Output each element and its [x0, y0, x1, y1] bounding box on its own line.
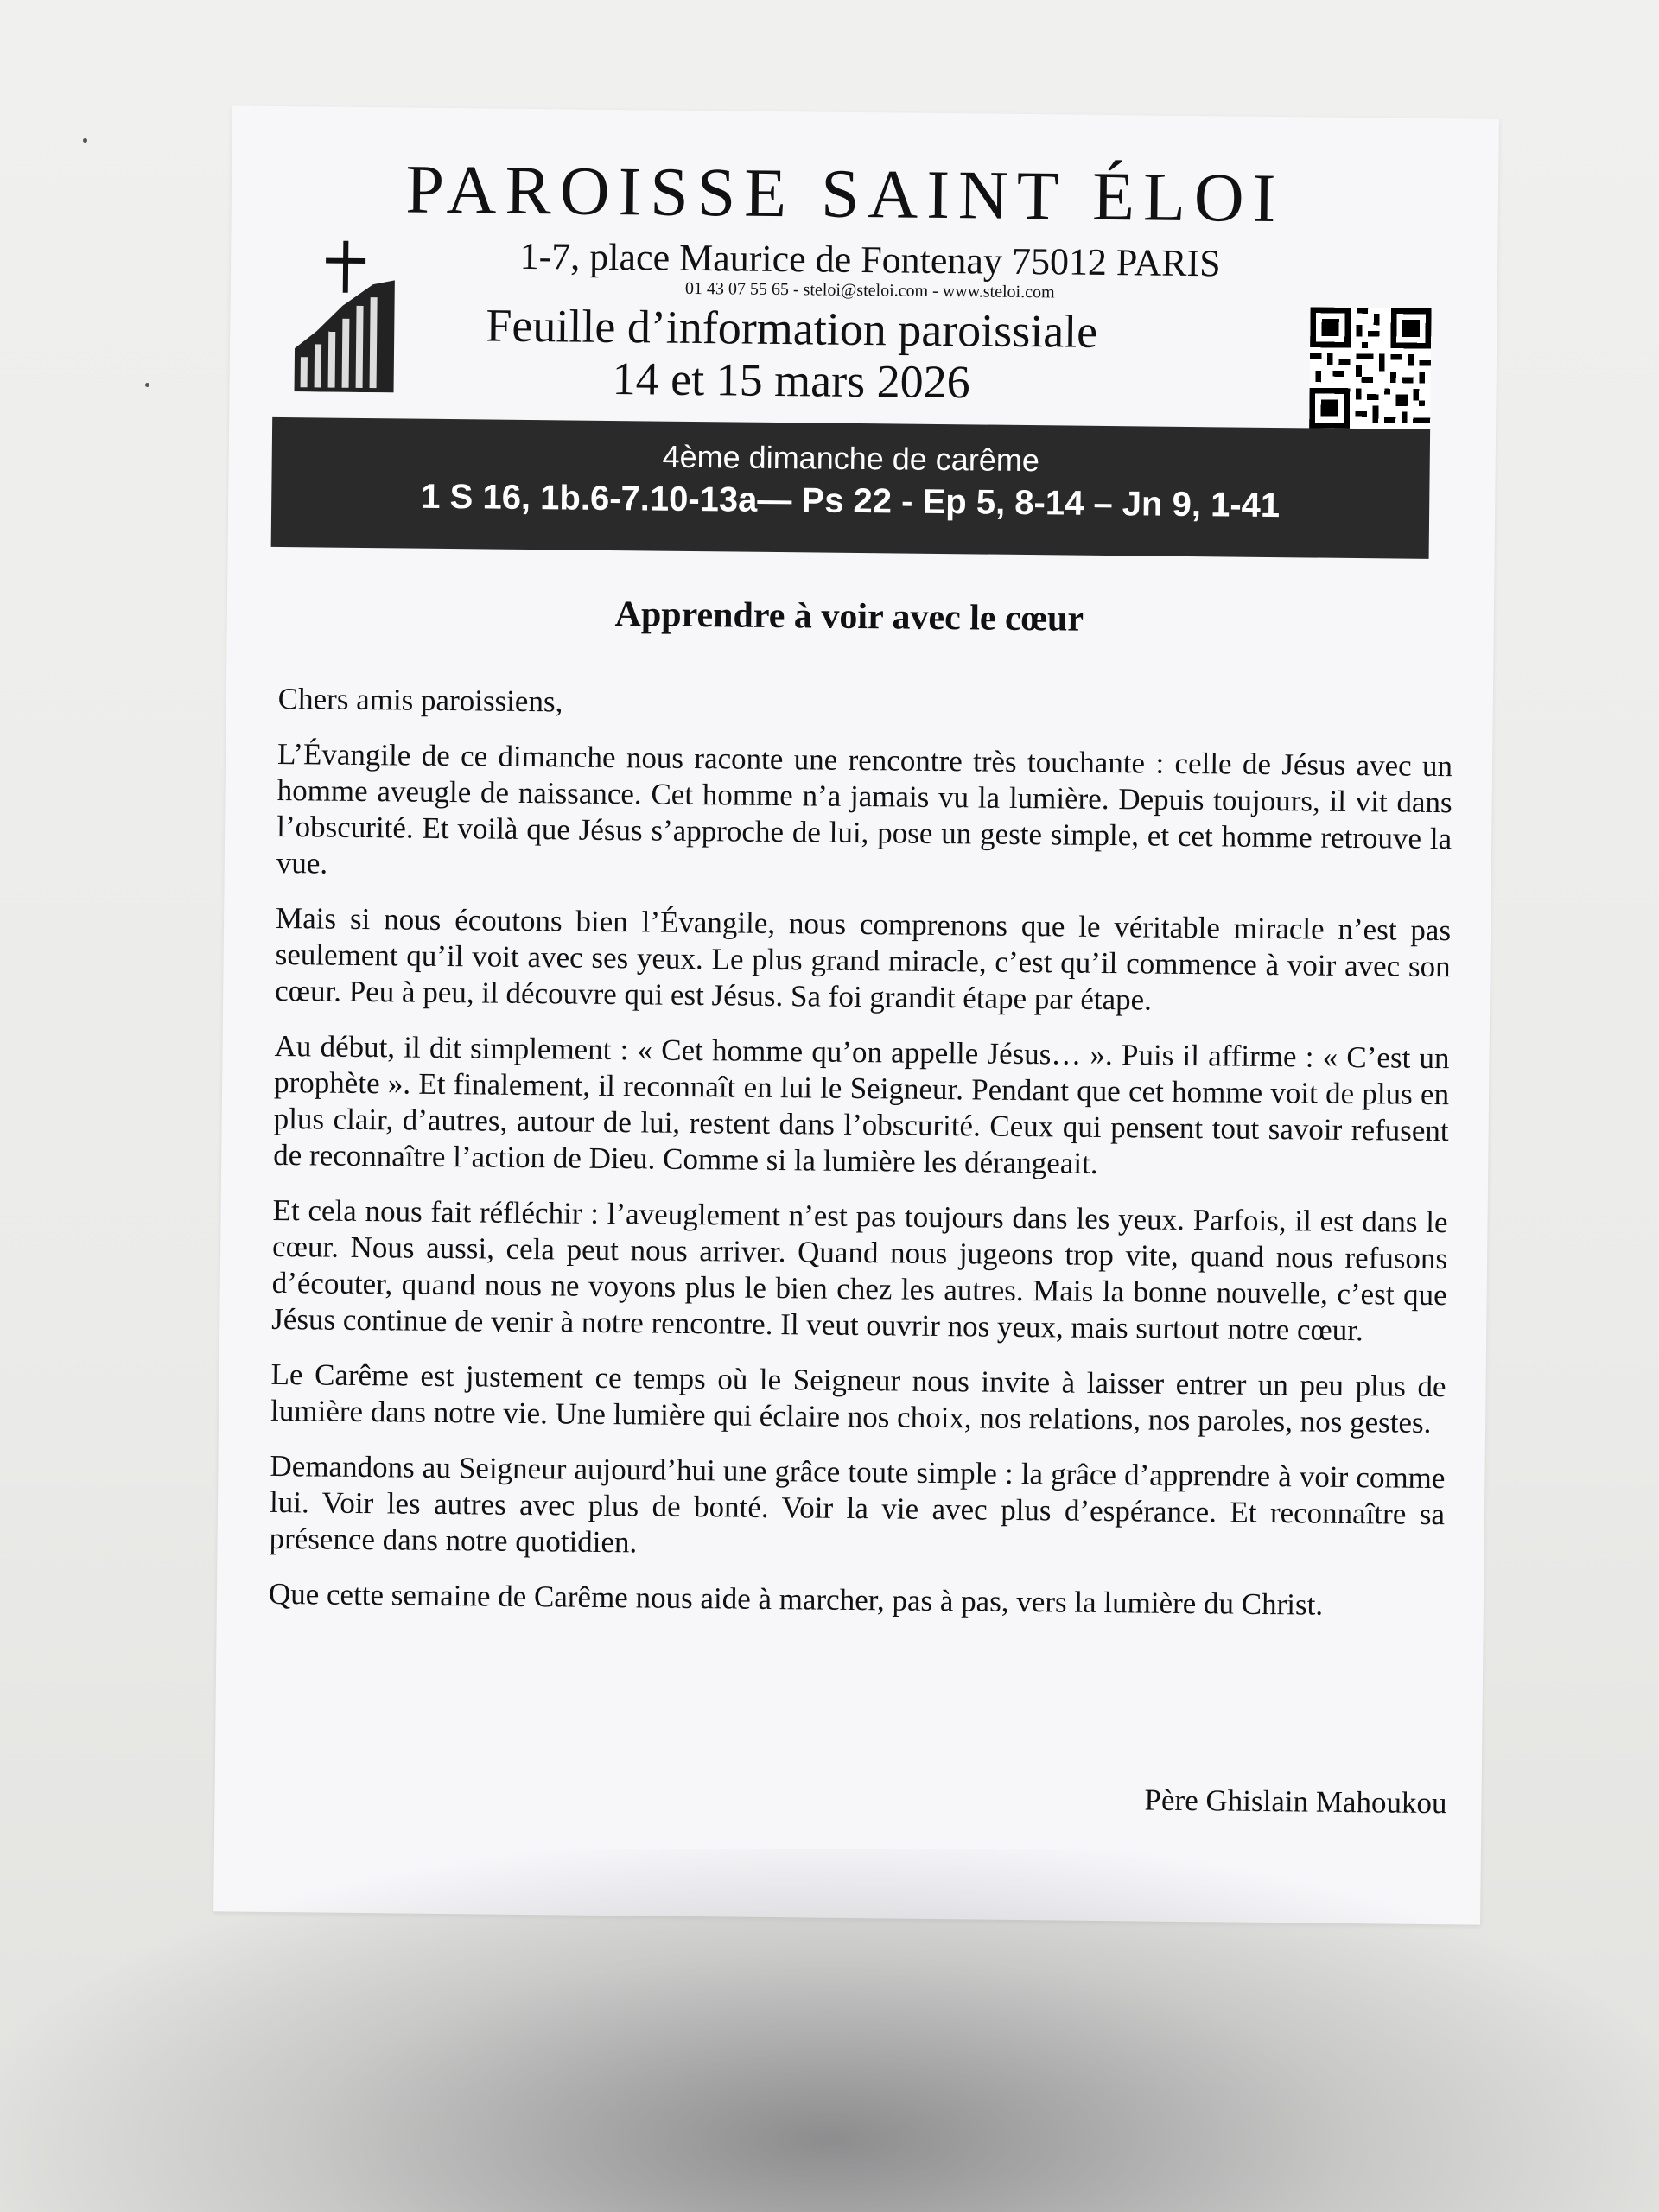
phone-shadow	[0, 1849, 1659, 2212]
signature: Père Ghislain Mahoukou	[1144, 1783, 1447, 1821]
parish-address: 1-7, place Maurice de Fontenay 75012 PARIS	[519, 234, 1221, 285]
leaflet-date: 14 et 15 mars 2026	[612, 353, 970, 409]
article-body	[268, 681, 1452, 1643]
article-paragraph: Le Carême est justement ce temps où le Seigneur nous invite à laisser entrer un peu plus de lumière dans notre vie. Une lumière qui éclaire nos choix, nos relations, nos paroles, nos gestes.	[270, 1357, 1446, 1440]
leaflet-subtitle: Feuille d’information paroissiale	[486, 299, 1098, 358]
article-paragraph: Au début, il dit simplement : « Cet homme qu’on appelle Jésus… ». Puis il affirme : « C’est un prophète ». Et finalement, il reconnaît en lui le Seigneur. Pendant que cet homme voit de plus en plus clair, d’autres, autour de lui, restent dans l’obscurité. Ceux qui pensent tout savoir refusent de reconnaître l’action de Dieu. Comme si la lumière les dérangeait.	[273, 1028, 1450, 1180]
article-paragraph: Et cela nous fait réfléchir : l’aveuglement n’est pas toujours dans les yeux. Parfois, il est dans le cœur. Nous aussi, cela peut nous arriver. Quand nous jugeons trop vite, quand nous refusons d’écouter, quand nous ne voyons plus le bien chez les autres. Mais la bonne nouvelle, c’est que Jésus continue de venir à notre rencontre. Il veut ouvrir nos yeux, mais surtout notre cœur.	[271, 1192, 1448, 1348]
greeting: Chers amis paroissiens,	[277, 681, 563, 719]
parish-name: PAROISSE SAINT ÉLOI	[405, 151, 1285, 238]
parish-leaflet	[213, 105, 1499, 1924]
article-title: Apprendre à voir avec le cœur	[614, 594, 1084, 639]
table-speck	[145, 383, 149, 387]
article-paragraph: Que cette semaine de Carême nous aide à marcher, pas à pas, vers la lumière du Christ.	[268, 1576, 1324, 1622]
liturgical-sunday: 4ème dimanche de carême	[662, 438, 1040, 479]
article-paragraph: Demandons au Seigneur aujourd’hui une grâce toute simple : la grâce d’apprendre à voir comme lui. Voir les autres avec plus de bonté. Voir la vie avec plus d’espérance. Et reconnaître sa présence dans notre quotidien.	[269, 1448, 1446, 1560]
qr-code-icon	[1309, 307, 1431, 429]
article-paragraph: Mais si nous écoutons bien l’Évangile, nous comprenons que le véritable miracle n’est pas seulement qu’il voit avec ses yeux. Le plus grand miracle, c’est qu’il commence à voir avec son cœur. Peu à peu, il découvre qui est Jésus. Sa foi grandit étape par étape.	[275, 900, 1452, 1017]
table-speck	[83, 138, 87, 143]
article-paragraph: L’Évangile de ce dimanche nous raconte une rencontre très touchante : celle de Jésus avec un homme aveugle de naissance. Cet homme n’a jamais vu la lumière. Depuis toujours, il vit dans l’obscurité. Et voilà que Jésus s’approche de lui, pose un geste simple, et cet homme retrouve la vue.	[276, 736, 1453, 880]
scripture-readings: 1 S 16, 1b.6-7.10-13a— Ps 22 - Ep 5, 8-14 – Jn 9, 1-41	[421, 477, 1281, 525]
liturgy-banner	[271, 417, 1430, 559]
parish-contact: 01 43 07 55 65 - steloi@steloi.com - www.steloi.com	[684, 278, 1055, 302]
